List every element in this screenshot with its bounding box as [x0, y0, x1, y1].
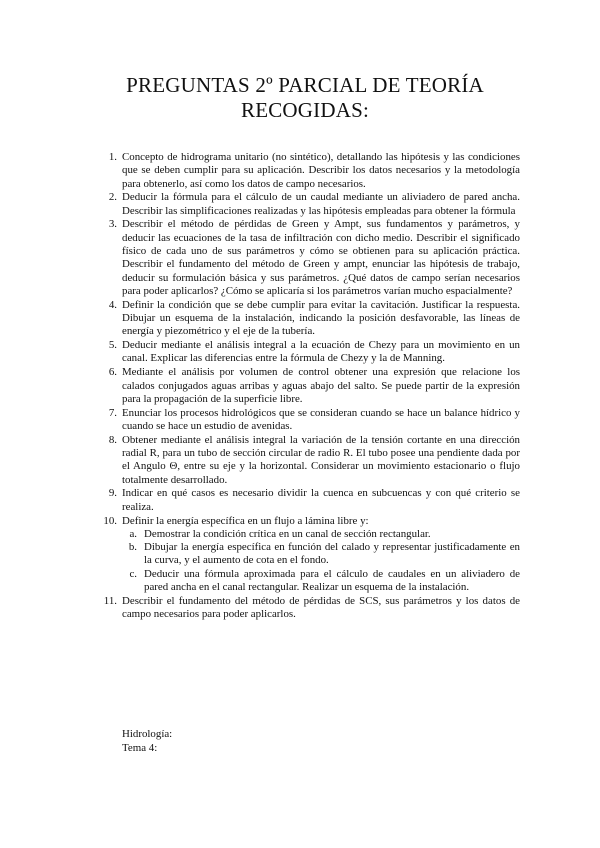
sub-question-letter: a.	[129, 527, 137, 540]
question-item	[100, 515, 520, 595]
question-text: Describir el método de pérdidas de Green y Ampt, sus fundamentos y parámetros, y deducir las ecuaciones de la tasa de infiltración con dicho medio. Describir el significado físico de cada uno de sus parámetros y cómo se obtienen para su aplicación práctica. Describir el fundamento del método de Green y ampt, enunciar las hipótesis de trabajo, deducir su formulación básica y sus parámetros. ¿Qué datos de campo serían necesarios para poder aplicarlos? ¿Cómo se aplicaría si los parámetros varían mucho espacialmente?	[122, 218, 520, 297]
sub-question-text: Demostrar la condición crítica en un canal de sección rectangular.	[144, 527, 431, 540]
question-number: 8.	[108, 433, 117, 446]
question-item	[100, 151, 520, 191]
question-text: Enunciar los procesos hidrológicos que se consideran cuando se hace un balance hídrico y cuando se hace un estudio de avenidas.	[122, 406, 520, 432]
question-number: 9.	[108, 487, 117, 500]
sub-question-item	[122, 528, 520, 541]
question-text: Obtener mediante el análisis integral la variación de la tensión cortante en una dirección radial R, para un tubo de sección circular de radio R. El tubo posee una pendiente dada por el Angulo Θ, entre su eje y la horizontal. Considerar un movimiento estacionario o flujo totalmente desarrollado.	[122, 433, 520, 486]
sub-question-letter: c.	[129, 567, 137, 580]
question-item	[100, 218, 520, 298]
question-text: Definir la condición que se debe cumplir para evitar la cavitación. Justificar la respuesta. Dibujar un esquema de la instalación, indicando la posición desfavorable, las líneas de energía y piezométrico y el eje de la tubería.	[122, 298, 520, 338]
question-number: 10.	[103, 514, 117, 527]
question-text: Deducir mediante el análisis integral a la ecuación de Chezy para un movimiento en un canal. Explicar las diferencias entre la fórmula de Chezy y la de Manning.	[122, 339, 520, 365]
footer-line-1: Hidrología:	[122, 728, 173, 740]
question-number: 11.	[103, 594, 117, 607]
question-number: 2.	[108, 191, 117, 204]
question-text: Mediante el análisis por volumen de control obtener una expresión que relacione los calados conjugados aguas arribas y aguas abajo del salto. Se puede partir de la expresión para la propagación de la superficie libre.	[122, 366, 520, 405]
question-text: Describir el fundamento del método de pérdidas de SCS, sus parámetros y los datos de campo necesarios para poder aplicarlos.	[122, 594, 520, 621]
question-item	[100, 366, 520, 406]
question-item	[100, 487, 520, 514]
question-item	[100, 339, 520, 366]
sub-question-text: Dibujar la energía específica en función del calado y representar justificadamente en la curva, y el aumento de cota en el fondo.	[144, 541, 520, 567]
footer-notes	[122, 727, 172, 755]
sub-question-item	[122, 568, 520, 595]
question-item	[100, 595, 520, 622]
question-item	[100, 191, 520, 218]
question-item	[100, 407, 520, 434]
question-list	[100, 151, 520, 622]
page-title	[90, 73, 520, 123]
question-text: Concepto de hidrograma unitario (no sintético), detallando las hipótesis y las condiciones que se deben cumplir para su aplicación. Describir los datos necesarios y la metodología para obtenerlo, así como los datos de campo necesarios.	[122, 151, 520, 190]
question-number: 7.	[108, 406, 117, 419]
question-number: 6.	[108, 366, 117, 379]
question-number: 5.	[108, 339, 117, 352]
question-item	[100, 299, 520, 339]
sub-question-item	[122, 541, 520, 568]
title-line-1: PREGUNTAS 2º PARCIAL DE TEORÍA	[126, 73, 484, 97]
sub-question-letter: b.	[128, 541, 137, 554]
question-number: 3.	[108, 218, 117, 231]
title-line-2: RECOGIDAS:	[240, 98, 369, 122]
question-text: Definir la energía específica en un flujo a lámina libre y:	[122, 514, 369, 527]
question-text: Indicar en qué casos es necesario dividir la cuenca en subcuencas y con qué criterio se realiza.	[122, 487, 520, 513]
sub-question-text: Deducir una fórmula aproximada para el cálculo de caudales en un aliviadero de pared ancha en el canal rectangular. Realizar un esquema de la instalación.	[144, 567, 520, 593]
question-item	[100, 434, 520, 487]
question-number: 1.	[108, 151, 117, 163]
sub-question-list	[122, 528, 520, 594]
footer-line-2: Tema 4:	[122, 742, 158, 754]
question-text: Deducir la fórmula para el cálculo de un caudal mediante un aliviadero de pared ancha. Describir las simplificaciones realizadas y las hipótesis empleadas para obtener la fórmula	[122, 191, 520, 217]
question-number: 4.	[108, 298, 117, 311]
